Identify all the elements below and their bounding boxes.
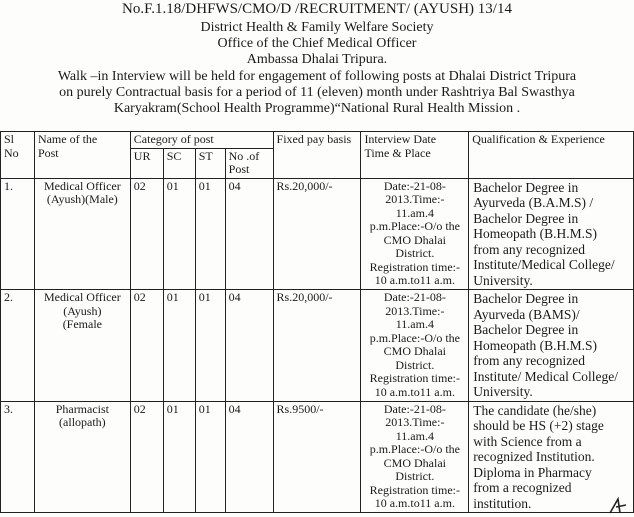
cell-interview: Date:-21-08- 2013.Time:- 11.am.4 p.m.Place:-O/o the CMO Dhalai District. Registration time:- 10 a.m.to11 a.m. (361, 290, 469, 402)
cell-post-name: Medical Officer (Ayush)(Male) (34, 178, 130, 290)
cell-posts: 04 (225, 290, 273, 402)
cell-sl: 2. (1, 290, 35, 402)
cell-ur: 02 (130, 401, 163, 513)
cell-qualification: Bachelor Degree in Ayurveda (B.A.M.S) / Bachelor Degree in Homeopath (B.H.M.S) from any recognized Institute/Medical College/ University. (469, 178, 634, 290)
handwritten-mark (606, 493, 632, 515)
cell-pay: Rs.20,000/- (273, 290, 361, 402)
cell-post-name: Medical Officer (Ayush) (Female (34, 290, 130, 402)
cell-pay: Rs.20,000/- (273, 178, 361, 290)
cell-interview: Date:-21-08- 2013.Time:- 11.am.4 p.m.Place:-O/o the CMO Dhalai District. Registration time:- 10 a.m.to11 a.m. (361, 401, 469, 513)
cell-qualification: The candidate (he/she) should be HS (+2) stage with Science from a recognized Institution. Diploma in Pharmacy from a recognized institution. (469, 401, 634, 513)
cell-posts: 04 (225, 178, 273, 290)
header-interview: Interview Date Time & Place (361, 132, 469, 179)
posts-table (0, 131, 634, 513)
header-category: Category of post (130, 132, 273, 149)
table-row (1, 401, 634, 513)
intro-line-2: on purely Contractual basis for a period of 11 (eleven) month under Rashtriya Bal Swasthya (59, 85, 575, 100)
cell-sc: 01 (163, 401, 195, 513)
table-row (1, 178, 634, 290)
header-name: Name of the Post (34, 132, 130, 179)
header-ur: UR (130, 148, 163, 178)
cell-qualification: Bachelor Degree in Ayurveda (BAMS)/ Bachelor Degree in Homeopath (B.H.M.S) from any recognized Institute/ Medical College/ University. (469, 290, 634, 402)
cell-ur: 02 (130, 290, 163, 402)
cell-pay: Rs.9500/- (273, 401, 361, 513)
ref-number: No.F.1.18/DHFWS/CMO/D /RECRUITMENT/ (AYUSH) 13/14 (122, 1, 512, 17)
cell-st: 01 (195, 178, 225, 290)
cell-st: 01 (195, 401, 225, 513)
cell-posts: 04 (225, 401, 273, 513)
intro-line-3: Karyakram(School Health Programme)“National Rural Health Mission . (113, 101, 521, 116)
cell-interview: Date:-21-08- 2013.Time:- 11.am.4 p.m.Place:-O/o the CMO Dhalai District. Registration time:- 10 a.m.to11 a.m. (361, 178, 469, 290)
intro-line-1: Walk –in Interview will be held for engagement of following posts at Dhalai District Tripura (57, 69, 577, 84)
office-location: Ambassa Dhalai Tripura. (246, 52, 388, 67)
header-sc: SC (163, 148, 195, 178)
society-name: District Health & Family Welfare Society (200, 20, 434, 35)
cell-post-name: Pharmacist (allopath) (34, 401, 130, 513)
cell-sl: 1. (1, 178, 35, 290)
header-pay: Fixed pay basis (273, 132, 361, 179)
header-st: ST (195, 148, 225, 178)
cell-st: 01 (195, 290, 225, 402)
cell-sc: 01 (163, 290, 195, 402)
cell-ur: 02 (130, 178, 163, 290)
header-sl: Sl No (1, 132, 35, 179)
cell-sc: 01 (163, 178, 195, 290)
office-name: Office of the Chief Medical Officer (217, 36, 417, 51)
header-qualification: Qualification & Experience (469, 132, 634, 179)
header-no-of-post: No .of Post (225, 148, 273, 178)
cell-sl: 3. (1, 401, 35, 513)
table-row (1, 290, 634, 402)
